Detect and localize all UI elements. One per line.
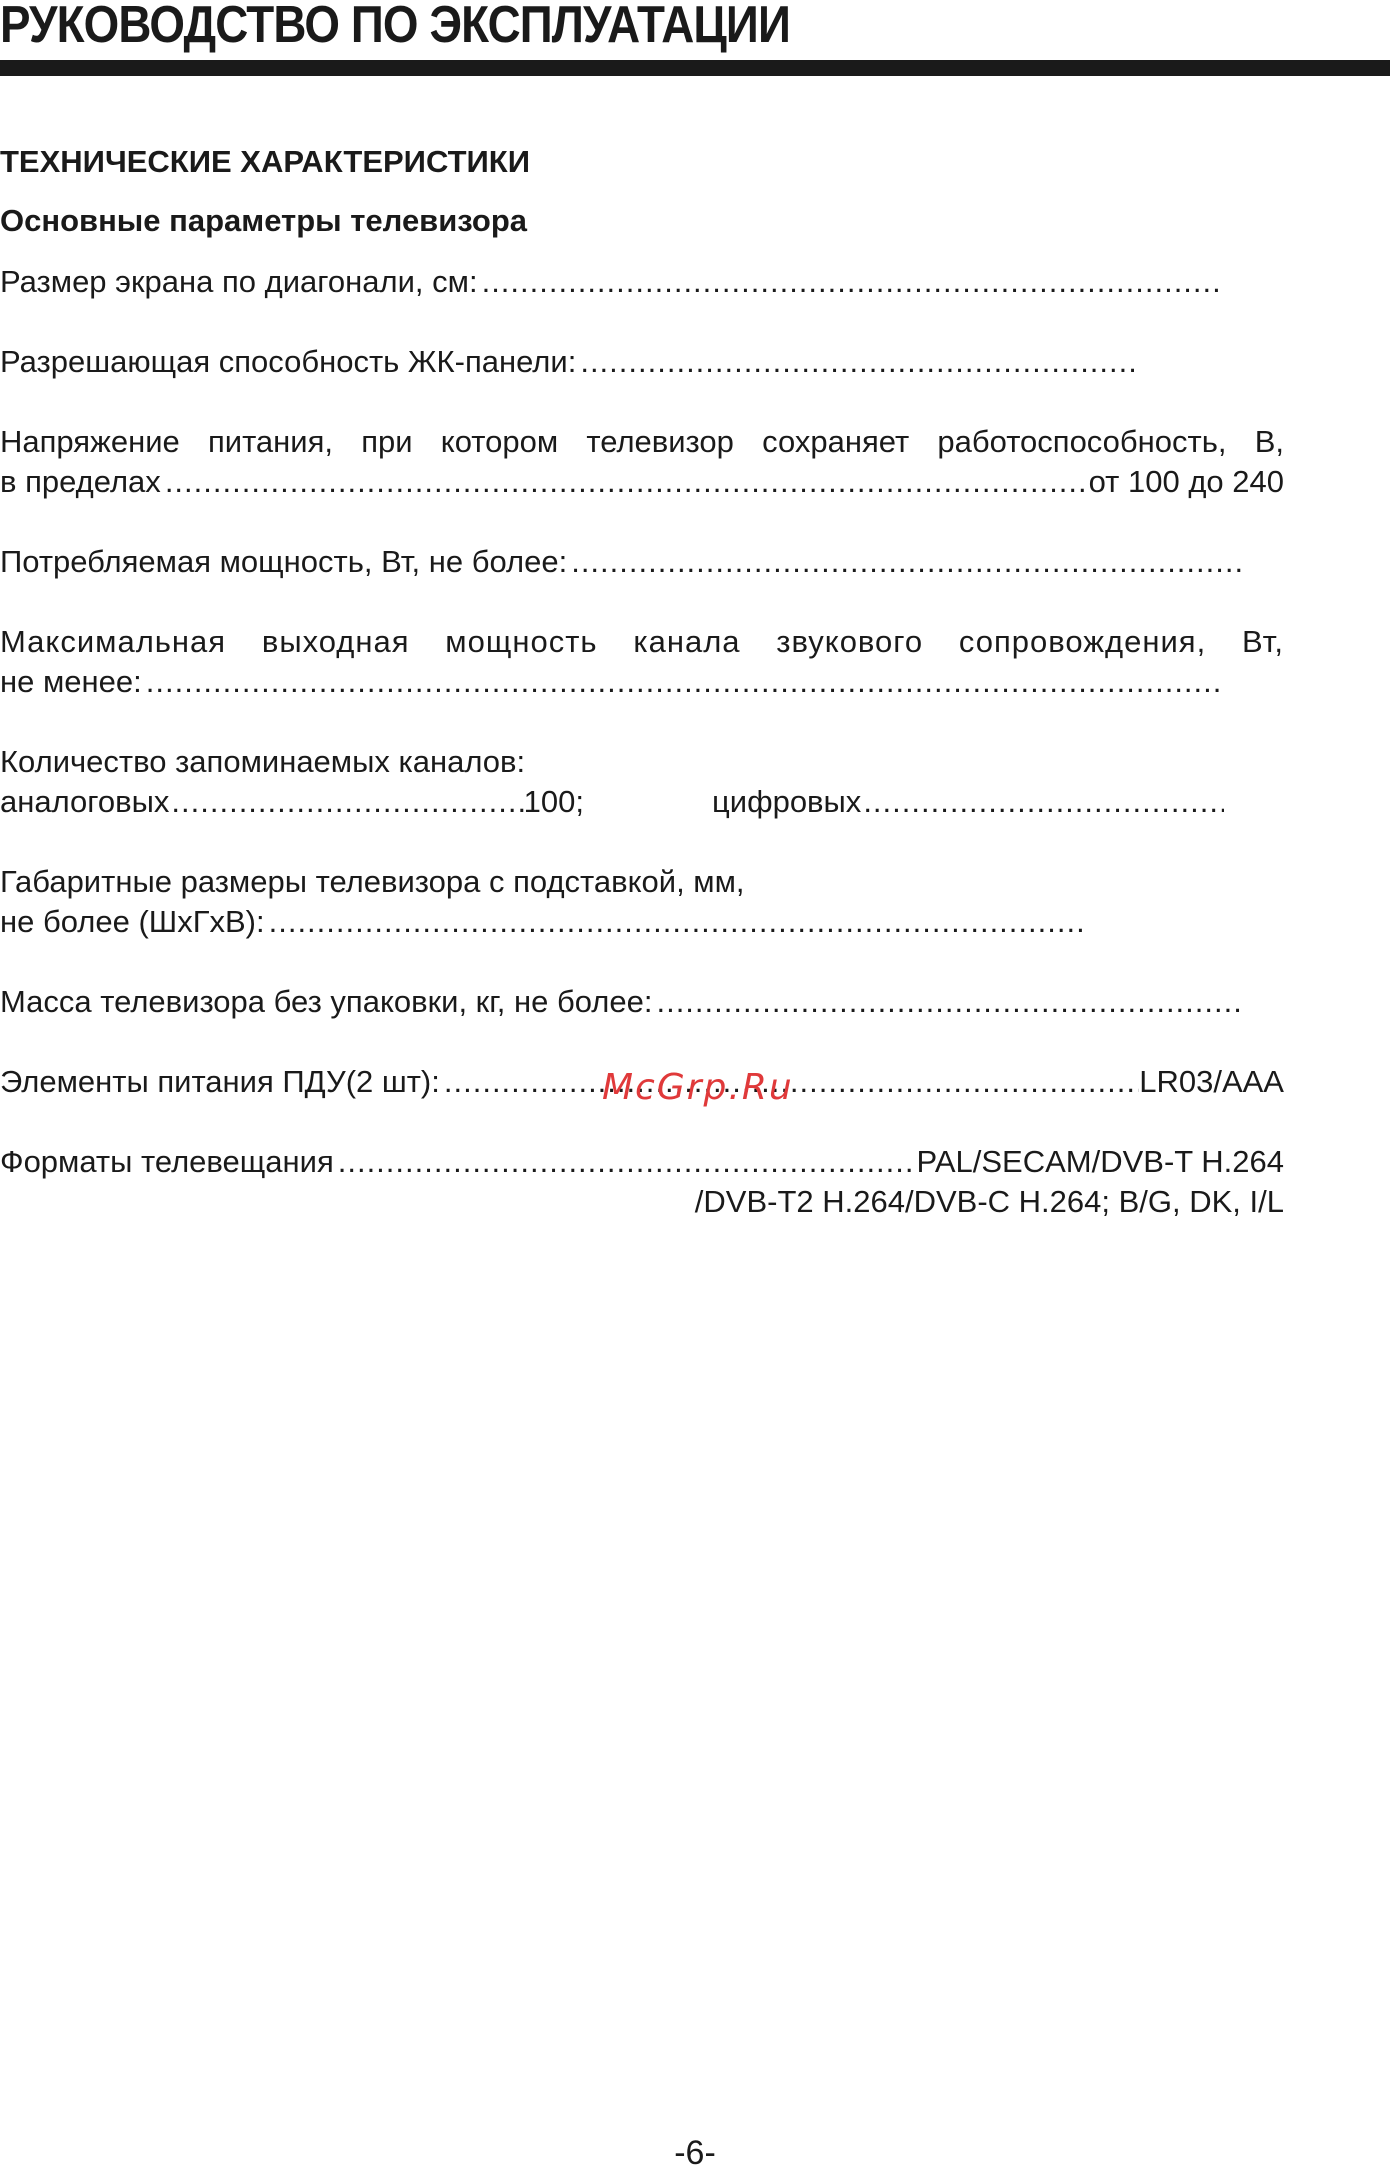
dot-leader — [161, 462, 1089, 502]
spec-power — [0, 542, 1244, 582]
spec-label: не менее: — [0, 664, 142, 699]
spec-label: Масса телевизора без упаковки, кг, не более: — [0, 984, 653, 1019]
spec-label: цифровых — [712, 784, 862, 819]
spec-voltage-line1: Напряжение питания, при котором телевизор сохраняет работоспособность, В, — [0, 424, 1284, 459]
spec-value: от 100 до 240 — [1088, 464, 1284, 499]
dot-leader — [567, 542, 1244, 582]
spec-voltage — [0, 462, 1284, 502]
spec-label: не более (ШхГхВ): — [0, 904, 265, 939]
spec-label: Элементы питания ПДУ(2 шт): — [0, 1064, 440, 1099]
dot-leader — [478, 262, 1224, 302]
spec-resolution — [0, 342, 1134, 382]
spec-label: аналоговых — [0, 784, 170, 819]
spec-screen-size — [0, 262, 1224, 302]
spec-label: Потребляемая мощность, Вт, не более: — [0, 544, 568, 579]
dot-leader — [652, 982, 1244, 1022]
dot-leader — [861, 782, 1224, 822]
spec-value: LR03/AAA — [1139, 1064, 1284, 1099]
spec-weight — [0, 982, 1244, 1022]
dot-leader — [142, 662, 1224, 702]
spec-channels-line1: Количество запоминаемых каналов: — [0, 744, 526, 779]
watermark: McGrp.Ru — [602, 1067, 794, 1108]
spec-label: Форматы телевещания — [0, 1144, 334, 1179]
section-heading: ТЕХНИЧЕСКИЕ ХАРАКТЕРИСТИКИ — [0, 144, 530, 179]
spec-channels-digital — [712, 782, 1224, 822]
spec-audio — [0, 662, 1224, 702]
spec-value: 100; — [523, 784, 584, 819]
spec-formats-line2: /DVB-T2 H.264/DVB-C H.264; B/G, DK, I/L — [694, 1184, 1284, 1219]
page-number: -6- — [674, 2134, 716, 2172]
page-header-title: РУКОВОДСТВО ПО ЭКСПЛУАТАЦИИ — [0, 0, 790, 54]
spec-label: Размер экрана по диагонали, см: — [0, 264, 478, 299]
spec-label: Разрешающая способность ЖК-панели: — [0, 344, 577, 379]
header-rule — [0, 60, 1390, 76]
spec-audio-line1: Максимальная выходная мощность канала звукового сопровождения, Вт, — [0, 624, 1284, 659]
spec-value: PAL/SECAM/DVB-T H.264 — [916, 1144, 1284, 1179]
spec-dimensions-line1: Габаритные размеры телевизора с подставкой, мм, — [0, 864, 745, 899]
spec-label: в пределах — [0, 464, 161, 499]
spec-dimensions — [0, 902, 1084, 942]
dot-leader — [169, 782, 523, 822]
dot-leader — [334, 1142, 917, 1182]
spec-channels-analog — [0, 782, 584, 822]
dot-leader — [576, 342, 1134, 382]
spec-formats — [0, 1142, 1284, 1182]
subsection-heading: Основные параметры телевизора — [0, 203, 528, 238]
dot-leader — [265, 902, 1084, 942]
